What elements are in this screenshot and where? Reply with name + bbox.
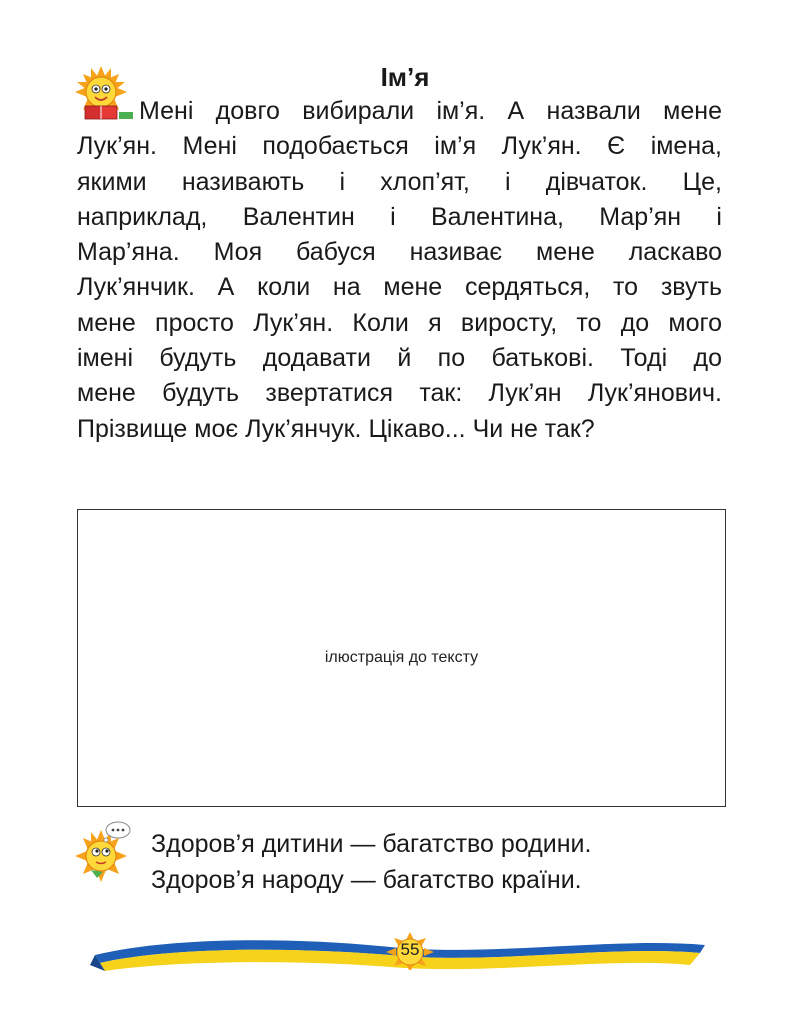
proverb-line-2: Здоров’я народу — багатство країни.	[151, 866, 582, 894]
text-line: Лук’янчик. А коли на мене сердяться, то звуть	[77, 273, 722, 302]
text-line: мене просто Лук’ян. Коли я виросту, то до мого	[77, 308, 722, 337]
sun-thinking-icon	[74, 820, 140, 886]
text-line: якими називають і хлоп’ят, і дівчаток. Це,	[77, 167, 722, 196]
story-paragraph	[77, 94, 722, 447]
illustration-placeholder	[77, 509, 726, 807]
text-line: Лук’ян. Мені подобається ім’я Лук’ян. Є імена,	[77, 132, 722, 161]
text-line: мене будуть звертатися так: Лук’ян Лук’янович.	[77, 379, 722, 408]
page-number: 55	[400, 940, 420, 959]
text-line: імені будуть додавати й по батькові. Тоді до	[77, 344, 722, 373]
sun-badge-icon	[380, 930, 440, 970]
text-line: Мар’яна. Моя бабуся називає мене ласкаво	[77, 238, 722, 267]
illustration-caption: ілюстрація до тексту	[324, 649, 479, 666]
text-line: Мені довго вибирали ім’я. А назвали мене	[139, 97, 722, 125]
proverb-line-1: Здоров’я дитини — багатство родини.	[151, 830, 592, 858]
page-title: Ім’я	[380, 62, 430, 92]
proverb	[151, 826, 591, 898]
text-line: Прізвище моє Лук’янчук. Цікаво... Чи не так?	[77, 414, 595, 443]
text-line: наприклад, Валентин і Валентина, Мар’ян і	[77, 202, 722, 231]
